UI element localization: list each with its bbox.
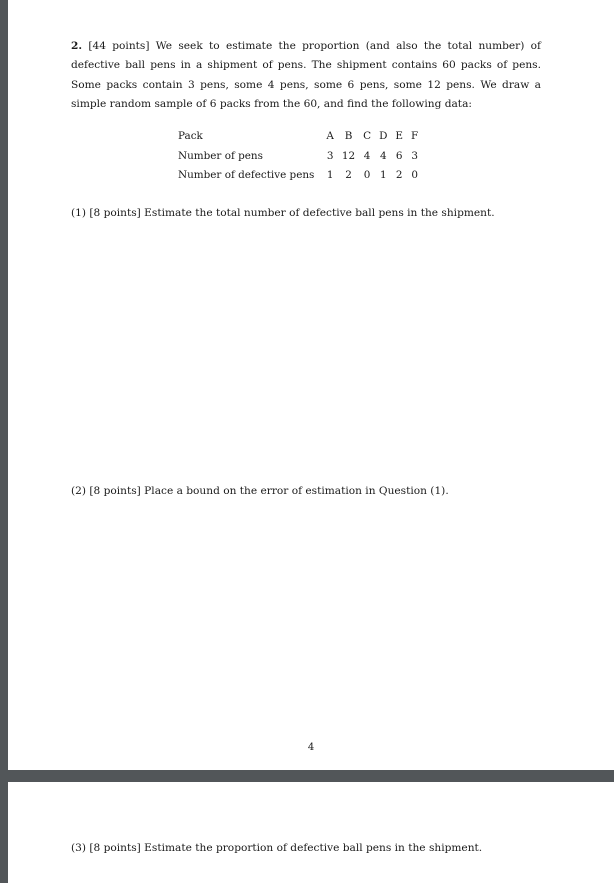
table-cell: 0 [363,169,371,181]
question-3: (3) [8 points] Estimate the proportion of defective ball pens in the shipment. [71,842,483,854]
table-column-header: A [326,130,334,142]
problem-text: [44 points] We seek to estimate the proportion (and also the total number) of defective ball pens in a shipment of pens. The shipment contains 60 packs of pens. Some packs contain 3 pens, some 4 pens, some 6 pens, some 12 pens. We draw a simple random sample of 6 packs from the 60, and find the following data: [71,40,541,111]
table-column-header: E [395,130,404,142]
table-row [174,166,422,186]
page-number: 4 [307,742,315,753]
table-header-label: Pack [178,130,203,142]
table-column-header: D [379,130,388,142]
table-header-row [174,127,422,147]
table-cell: 4 [379,149,387,162]
table-row-label: Number of defective pens [178,169,315,181]
data-table [174,127,422,186]
problem-statement [71,37,541,115]
table-cell: 1 [326,169,334,181]
table-cell: 12 [341,149,356,162]
problem-number: 2. [71,40,83,52]
table-cell: 2 [345,169,352,181]
table-cell: 6 [395,149,403,162]
table-cell: 3 [326,149,334,162]
question-2: (2) [8 points] Place a bound on the error of estimation in Question (1). [71,485,449,497]
table-column-header: C [363,130,372,142]
pdf-page [8,0,614,770]
table-cell: 1 [379,169,387,181]
table-cell: 2 [395,169,403,181]
table-row-label: Number of pens [178,149,263,162]
table-column-header: B [344,130,353,142]
table-column-header: F [411,130,419,142]
table-cell: 4 [363,149,371,162]
table-row [174,147,422,167]
question-1: (1) [8 points] Estimate the total number of defective ball pens in the shipment. [71,207,495,219]
table-cell: 3 [411,149,418,162]
pdf-page [8,782,614,883]
table-cell: 0 [411,169,418,181]
